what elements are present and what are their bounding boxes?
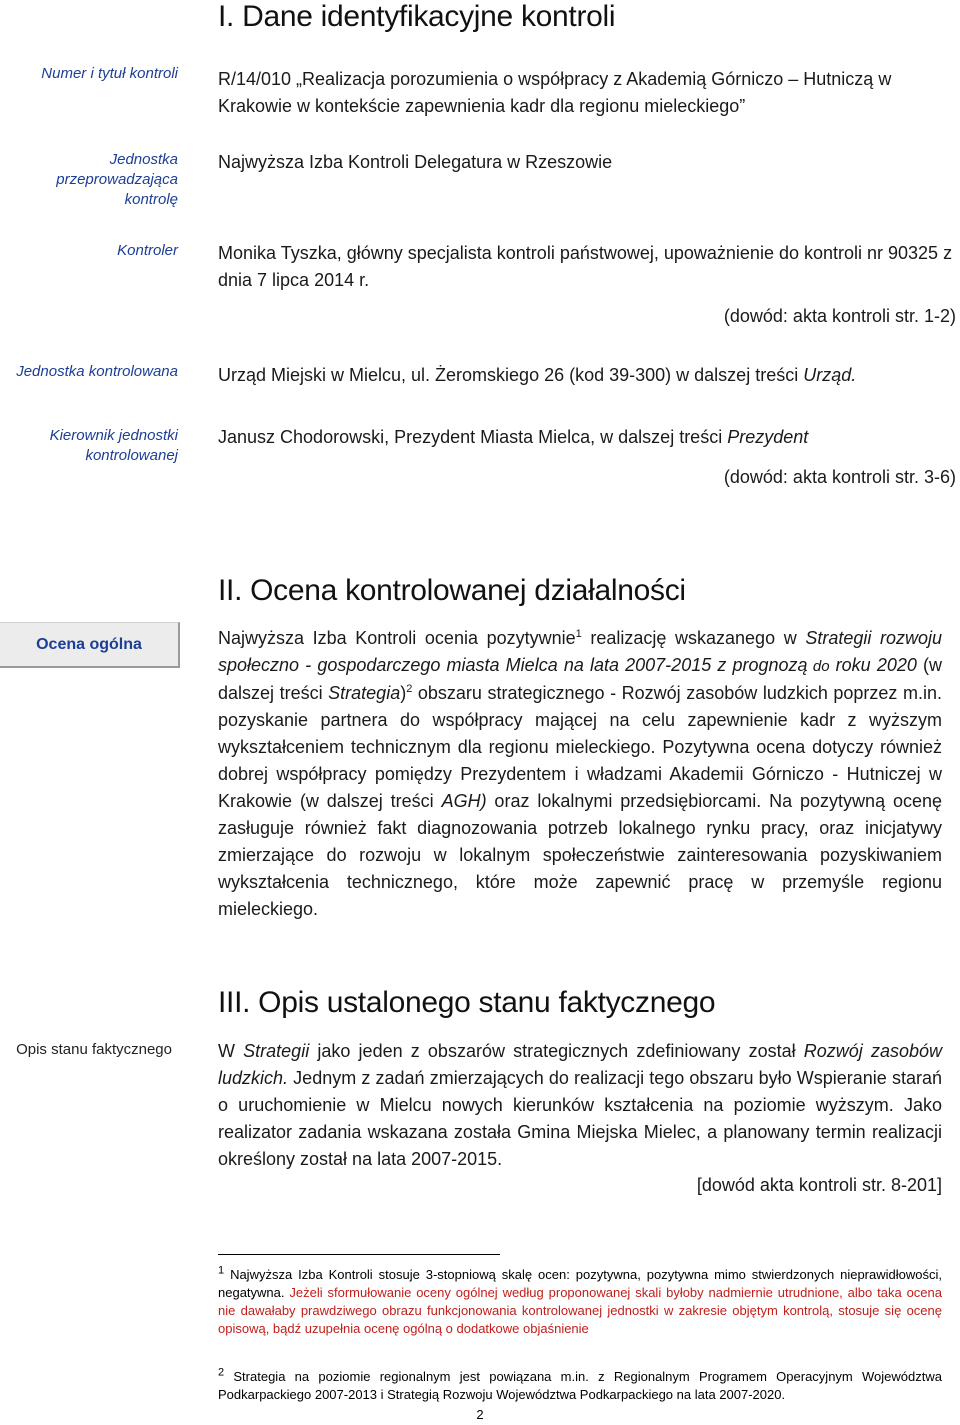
footnote-1: $^1$ Najwyższa Izba Kontroli stosuje 3-stopniową skalę ocen: pozytywna, pozytywna mimo stwierdzonych nieprawidłowości, negatywna. Jeżeli sformułowanie oceny ogólnej według proponowanej skali byłoby nadmiernie utrudnione, albo taka ocena nie dawałaby prawdziwego obrazu funkcjonowania kontrolowanej jednostki w zakresie objętym kontrolą, stosuje się ocenę opisową, bądź uzupełnia ocenę ogólną o dodatkowe objaśnienie <box>218 1264 942 1336</box>
value-jednostka-kontrolowana: Urząd Miejski w Mielcu, ul. Żeromskiego 26 (kod 39-300) w dalszej treści Urząd. <box>218 365 857 385</box>
label-numer-kontroli: Numer i tytuł kontroli <box>41 65 178 82</box>
value-kierownik: Janusz Chodorowski, Prezydent Miasta Mielca, w dalszej treści Prezydent <box>218 427 809 447</box>
ocena-paragraph: Najwyższa Izba Kontroli ocenia pozytywnie$^1$ realizację wskazanego w Strategii rozwoju społeczno - gospodarczego miasta Mielca na lata 2007-2015 z prognozą do roku 2020 (w dalszej treści Strategia)$^2$ obszaru strategicznego - Rozwój zasobów ludzkich poprzez m.in. pozyskanie partnera do współpracy mającej na celu zapewnienie kadr z wyższym wykształceniem technicznym dla regionu mieleckiego. Pozytywna ocena dotyczy również dobrej współpracy pomiędzy Prezydentem i władzami Akademii Górniczo - Hutniczej w Krakowie (w dalszej treści AGH) oraz lokalnymi przedsiębiorcami. Na pozytywną ocenę zasługuje również fakt diagnozowania potrzeb lokalnego rynku pracy, oraz inicjatywy zmierzające do rozwoju w lokalnym społeczeństwie zainteresowania pozyskiwaniem wykształcenia technicznego, które może zapewnić pracę w przemyśle regionu mieleckiego. <box>218 628 943 919</box>
label-jednostka-kontrolowana: Jednostka kontrolowana <box>16 363 178 380</box>
evidence-kierownik: (dowód: akta kontroli str. 3-6) <box>723 467 956 487</box>
value-numer-kontroli: R/14/010 „Realizacja porozumienia o współpracy z Akademią Górniczo – Hutniczą w Krakowie w kontekście zapewnienia kadr dla regionu mieleckiego” <box>218 69 892 116</box>
value-kontroler: Monika Tyszka, główny specjalista kontroli państwowej, upoważnienie do kontroli nr 90325 z dnia 7 lipca 2014 r. <box>218 243 953 290</box>
section-3-heading: III. Opis ustalonego stanu faktycznego <box>218 986 716 1019</box>
footnote-divider <box>218 1254 500 1255</box>
ocena-ogolna-badge: Ocena ogólna <box>0 622 180 668</box>
page-number: 2 <box>476 1407 484 1422</box>
label-jednostka-przeprowadzajaca: Jednostka przeprowadzająca kontrolę <box>56 151 178 208</box>
section-1-heading: I. Dane identyfikacyjne kontroli <box>218 0 616 33</box>
evidence-opis: [dowód akta kontroli str. 8-201] <box>696 1175 942 1195</box>
evidence-kontroler: (dowód: akta kontroli str. 1-2) <box>723 306 956 326</box>
label-opis-stanu: Opis stanu faktycznego <box>16 1041 172 1058</box>
opis-paragraph: W Strategii jako jeden z obszarów strategicznych zdefiniowany został Rozwój zasobów ludzkich. Jednym z zadań zmierzających do realizacji tego obszaru było Wspieranie starań o uruchomienie w Mielcu nowych kierunków kształcenia na poziomie wyższym. Jako realizator zadania wskazana została Gmina Miejska Mielec, a planowany termin realizacji określony został na lata 2007-2015. <box>218 1041 942 1169</box>
label-kontroler: Kontroler <box>117 242 178 259</box>
section-2-heading: II. Ocena kontrolowanej działalności <box>218 574 686 607</box>
label-kierownik: Kierownik jednostki kontrolowanej <box>49 427 178 464</box>
value-jednostka-przeprowadzajaca: Najwyższa Izba Kontroli Delegatura w Rzeszowie <box>218 152 613 172</box>
footnote-2: $^2$ Strategia na poziomie regionalnym jest powiązana m.in. z Regionalnym Programem Operacyjnym Województwa Podkarpackiego 2007-2013 i Strategią Rozwoju Województwa Podkarpackiego na lata 2007-2020. <box>218 1366 942 1402</box>
